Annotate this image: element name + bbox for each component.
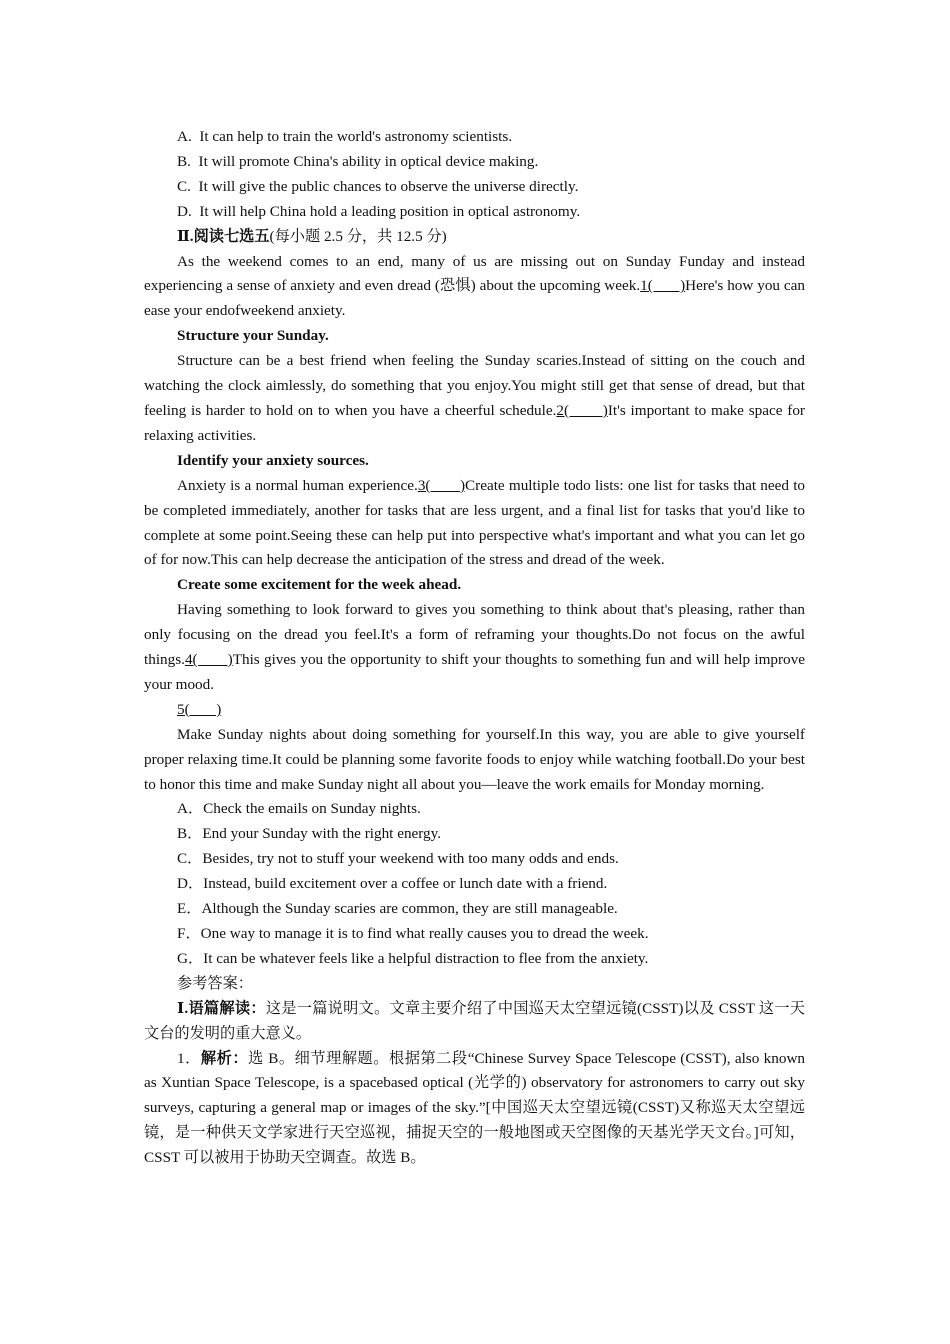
prev-option-c: C. It will give the public chances to observe the universe directly.	[177, 177, 579, 195]
reading-note	[144, 997, 805, 1047]
subheading-identify: Identify your anxiety sources.	[177, 451, 369, 469]
option-d: D．Instead, build excitement over a coffee or lunch date with a friend.	[177, 875, 608, 893]
analysis-1-number: 1．	[177, 1049, 201, 1067]
analysis-1	[144, 1047, 805, 1172]
prev-option-b: B. It will promote China's ability in optical device making.	[177, 152, 539, 170]
option-c: C．Besides, try not to stuff your weekend with too many odds and ends.	[177, 850, 619, 868]
p2-text: Anxiety is a normal human experience.	[177, 476, 418, 494]
prev-option-d: D. It will help China hold a leading position in optical astronomy.	[177, 202, 581, 220]
section-heading-score: (每小题 2.5 分，共 12.5 分)	[269, 227, 447, 245]
blank-5: 5( )	[177, 700, 222, 718]
paragraph-sunday-nights: Make Sunday nights about doing something for yourself.In this way, you are able to give yourself proper relaxing time.It could be planning some favorite foods to enjoy while watching football.Do your best to honor this time and make Sunday night all about you—leave the work emails for Monday morning.	[144, 725, 805, 793]
paragraph-excitement	[144, 598, 805, 698]
blank-2: 2( )	[556, 401, 608, 419]
blank-5-line	[144, 698, 805, 723]
blank-3: 3( )	[417, 476, 466, 494]
option-f: F．One way to manage it is to find what really causes you to dread the week.	[177, 925, 649, 942]
intro-text: As the weekend comes to an end, many of us are missing out on Sunday Funday and instead experiencing a sense of anxiety and even dread (恐惧) about the upcoming week.	[144, 252, 805, 295]
prev-option-a: A. It can help to train the world's astronomy scientists.	[177, 128, 513, 145]
analysis-1-text: 选 B。细节理解题。根据第二段“Chinese Survey Space Telescope (CSST), also known as Xuntian Space Telescope, is a spacebased optical (光学的) observatory for astronomers to carry out sky surveys, capturing a general map or images of the sky.”[中国巡天太空望远镜(CSST)又称巡天太空望远镜，是一种供天文学家进行天空巡视，捕捉天空的一般地图或天空图像的天基光学天文台。]可知，CSST 可以被用于协助天空调查。故选 B。	[144, 1049, 806, 1167]
blank-4: 4( )	[184, 651, 233, 669]
intro-after: Here's how you can ease your endofweekend anxiety.	[144, 277, 805, 320]
blank-1: 1( )	[640, 277, 686, 295]
section-heading	[144, 225, 805, 250]
option-e: E．Although the Sunday scaries are common, they are still manageable.	[177, 900, 618, 918]
section-heading-title: Ⅱ.阅读七选五	[177, 227, 270, 245]
analysis-1-label: 解析：	[200, 1049, 249, 1067]
p1-text: Structure can be a best friend when feeling the Sunday scaries.Instead of sitting on the couch and watching the clock aimlessly, do something that you enjoy.You might still get that sense of dread, but that feeling is harder to hold on to when you have a cheerful schedule.	[144, 352, 805, 419]
subheading-structure: Structure your Sunday.	[177, 327, 329, 345]
paragraph-structure	[144, 349, 805, 449]
reading-note-label: Ⅰ.语篇解读：	[177, 999, 266, 1017]
intro-paragraph	[144, 250, 805, 325]
p3-after: This gives you the opportunity to shift your thoughts to something fun and will help improve your mood.	[144, 651, 805, 693]
answer-title: 参考答案：	[177, 974, 253, 992]
document-page	[144, 125, 805, 1171]
reading-note-text: 这是一篇说明文。文章主要介绍了中国巡天太空望远镜(CSST)以及 CSST 这一天文台的发明的重大意义。	[144, 999, 805, 1042]
p2-after: Create multiple todo lists: one list for tasks that need to be completed immediately, another for tasks that are less urgent, and a final list for tasks that you'd like to complete at some point.Seeing these can help put into perspective what's important and what you can let go of for now.This can help decrease the anticipation of the stress and dread of the week.	[144, 476, 806, 569]
p3-text: Having something to look forward to gives you something to think about that's pleasing, rather than only focusing on the dread you feel.It's a form of reframing your thoughts.Do not focus on the awful things.	[144, 601, 805, 669]
subheading-excitement: Create some excitement for the week ahead.	[177, 576, 462, 594]
paragraph-identify	[144, 474, 805, 574]
option-a: A．Check the emails on Sunday nights.	[177, 800, 421, 818]
option-b: B．End your Sunday with the right energy.	[177, 825, 442, 843]
option-g: G．It can be whatever feels like a helpful distraction to flee from the anxiety.	[177, 949, 649, 967]
p1-after: It's important to make space for relaxing activities.	[144, 401, 805, 444]
